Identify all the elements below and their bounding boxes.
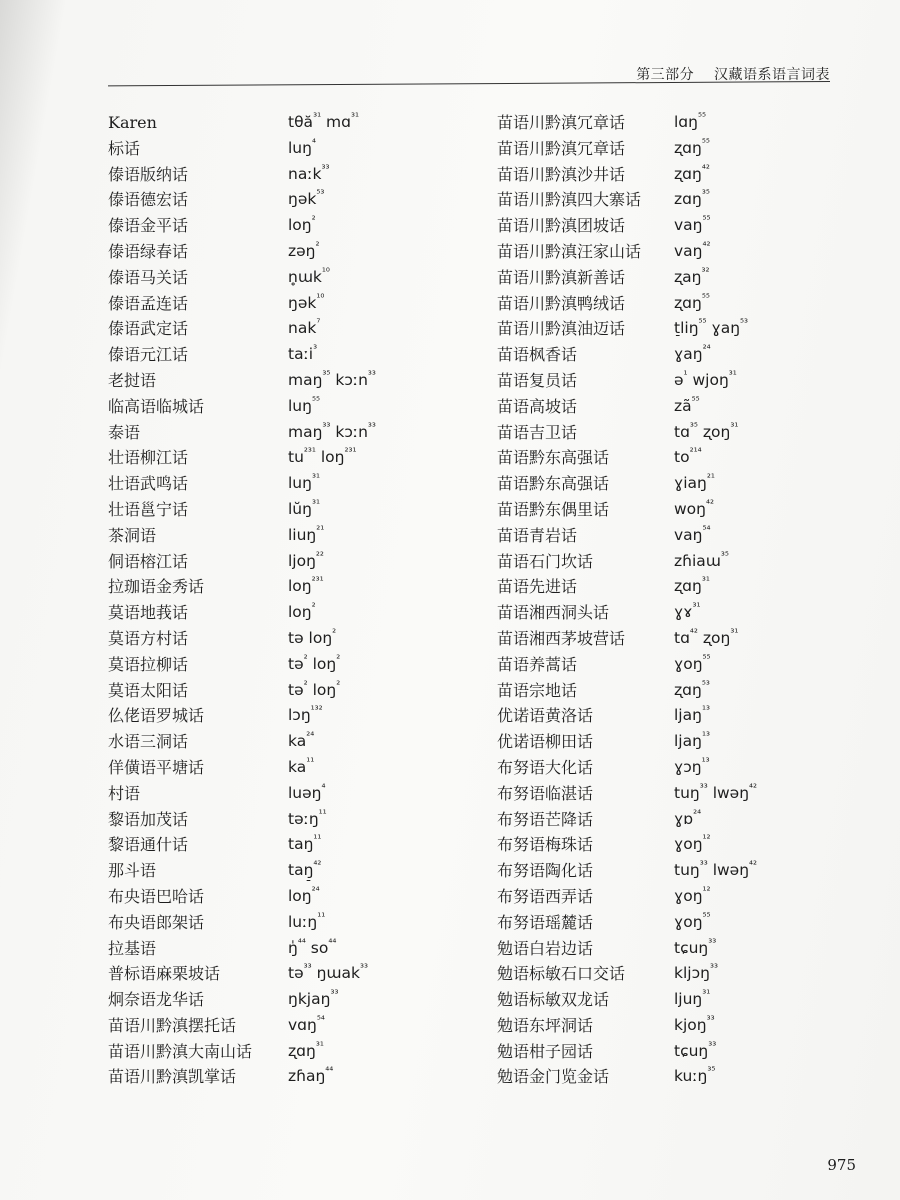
phonetic-form: lŭŋ$^{^{31}}$ <box>288 498 320 518</box>
phonetic-form: luŋ$^{^4}$ <box>288 137 316 157</box>
phonetic-form: kljɔŋ$^{^{33}}$ <box>674 963 718 983</box>
language-name: 苗语高坡话 <box>497 396 578 416</box>
language-name: 苗语湘西洞头话 <box>497 603 610 623</box>
phonetic-form: ʐɑŋ$^{^{31}}$ <box>674 576 710 596</box>
phonetic-form: ɣoŋ$^{^{12}}$ <box>674 885 711 905</box>
language-name: 布努语大化话 <box>497 757 594 777</box>
language-name: 临高语临城话 <box>108 396 205 416</box>
phonetic-form: ljuŋ$^{^{31}}$ <box>674 989 711 1009</box>
header-title: 汉藏语系语言词表 <box>714 67 830 83</box>
phonetic-form: maŋ$^{^{33}}$ kɔːn$^{^{33}}$ <box>288 421 376 441</box>
language-name: 布央语巴哈话 <box>108 886 205 906</box>
language-name: 苗语川黔滇大南山话 <box>108 1041 253 1061</box>
phonetic-form: ŋək$^{^{53}}$ <box>288 189 325 209</box>
language-name: 苗语青岩话 <box>497 525 578 545</box>
phonetic-form: ə$^{^1}$ wjoŋ$^{^{31}}$ <box>674 369 737 389</box>
language-name: 苗语黔东高强话 <box>497 474 610 494</box>
phonetic-form: vɑŋ$^{^{54}}$ <box>288 1014 325 1034</box>
language-name: 拉珈语金秀话 <box>108 577 205 597</box>
language-name: 勉语白岩边话 <box>497 938 594 958</box>
phonetic-form: woŋ$^{^{42}}$ <box>674 498 715 518</box>
language-name: 苗语枫香话 <box>497 345 578 365</box>
language-name: 傣语版纳话 <box>108 164 189 184</box>
phonetic-form: ŋ̍$^{^{44}}$ $so^{^{44}}$ <box>288 937 337 957</box>
phonetic-form: luŋ$^{^{31}}$ <box>288 473 320 493</box>
language-name: 黎语通什话 <box>108 835 189 855</box>
language-name: 茶洞语 <box>108 525 157 545</box>
phonetic-form: vaŋ$^{^{54}}$ <box>674 524 711 544</box>
phonetic-form: ɣɔŋ$^{^{13}}$ <box>674 756 710 776</box>
language-name: 黎语加茂话 <box>108 809 189 829</box>
language-name: 布努语临湛话 <box>497 783 594 803</box>
language-name: 莫语拉柳话 <box>108 654 189 674</box>
phonetic-form: ʐɑŋ$^{^{53}}$ <box>674 679 710 699</box>
language-name: 村语 <box>108 783 141 803</box>
language-name: 布努语西弄话 <box>497 886 594 906</box>
phonetic-form: təːŋ$^{^{11}}$ <box>288 808 327 828</box>
phonetic-form: ɣoŋ$^{^{12}}$ <box>674 834 711 854</box>
language-name: 布努语梅珠话 <box>497 835 594 855</box>
language-name: 壮语邕宁话 <box>108 499 189 519</box>
phonetic-form: liuŋ$^{^{21}}$ <box>288 524 325 544</box>
language-name: 傣语金平话 <box>108 216 189 236</box>
phonetic-form: maŋ$^{^{35}}$ kɔːn$^{^{33}}$ <box>288 369 376 389</box>
phonetic-form: ʐɑŋ$^{^{31}}$ <box>288 1040 324 1060</box>
phonetic-form: $ka^{^{11}}$ <box>288 756 315 776</box>
language-name: 优诺语柳田话 <box>497 732 594 752</box>
language-name: 勉语东坪洞话 <box>497 1015 594 1035</box>
language-name: 苗语养蒿话 <box>497 654 578 674</box>
language-name: 傣语孟连话 <box>108 293 189 313</box>
language-name: 苗语宗地话 <box>497 680 578 700</box>
phonetic-form: naːk$^{^{33}}$ <box>288 163 330 183</box>
phonetic-form: taːi$^{^3}$ <box>288 344 318 364</box>
language-name: 侗语榕江话 <box>108 551 189 571</box>
language-name: 布央语郎架话 <box>108 912 205 932</box>
phonetic-form: ɣɒ$^{^{24}}$ <box>674 808 702 828</box>
language-name: 苗语川黔滇鸭绒话 <box>497 293 626 313</box>
language-name: Karen <box>108 113 157 132</box>
phonetic-form: tə$^{^{33}}$ ŋɯak$^{^{33}}$ <box>288 963 369 983</box>
phonetic-form: ɣaŋ$^{^{24}}$ <box>674 344 711 364</box>
phonetic-form: ɣiaŋ$^{^{21}}$ <box>674 473 715 493</box>
language-name: 拉基语 <box>108 938 157 958</box>
phonetic-form: zɦiaɯ$^{^{35}}$ <box>674 550 729 570</box>
phonetic-form: tɕuŋ$^{^{33}}$ <box>674 1040 717 1060</box>
phonetic-form: tə$^{^2}$ loŋ$^{^2}$ <box>288 679 341 699</box>
phonetic-form: zɦaŋ$^{^{44}}$ <box>288 1066 334 1086</box>
language-name: 仫佬语罗城话 <box>108 706 205 726</box>
phonetic-form: taŋ̠$^{^{42}}$ <box>288 860 322 880</box>
phonetic-form: $ka^{^{24}}$ <box>288 731 315 751</box>
language-name: 壮语武鸣话 <box>108 474 189 494</box>
phonetic-form: luːŋ$^{^{11}}$ <box>288 911 326 931</box>
language-name: 苗语川黔滇团坡话 <box>497 216 626 236</box>
phonetic-form: tɑ$^{^{35}}$ ʐoŋ$^{^{31}}$ <box>674 421 739 441</box>
language-name: 苗语川黔滇四大寨话 <box>497 190 642 210</box>
phonetic-form: ŋkjaŋ$^{^{33}}$ <box>288 989 339 1009</box>
phonetic-form: tɕuŋ$^{^{33}}$ <box>674 937 717 957</box>
phonetic-form: ɣoŋ$^{^{55}}$ <box>674 653 711 673</box>
language-name: 泰语 <box>108 422 141 442</box>
language-name: 苗语川黔滇摆托话 <box>108 1015 237 1035</box>
language-name: 那斗语 <box>108 861 157 881</box>
language-name: 苗语复员话 <box>497 370 578 390</box>
phonetic-form: lɑŋ$^{^{55}}$ <box>674 112 707 131</box>
phonetic-form: luəŋ$^{^4}$ <box>288 782 326 802</box>
language-name: 苗语先进话 <box>497 577 578 597</box>
phonetic-form: kuːŋ$^{^{35}}$ <box>674 1066 716 1086</box>
language-name: 傣语马关话 <box>108 267 189 287</box>
language-name: 壮语柳江话 <box>108 448 189 468</box>
phonetic-form: lɔŋ$^{^{132}}$ <box>288 705 323 725</box>
phonetic-form: nak$^{^7}$ <box>288 318 321 338</box>
phonetic-form: ʐɑŋ$^{^{55}}$ <box>674 137 710 157</box>
phonetic-form: tɑ$^{^{42}}$ ʐoŋ$^{^{31}}$ <box>674 627 739 647</box>
language-name: 莫语地莪话 <box>108 603 189 623</box>
language-name: 苗语川黔滇新善话 <box>497 267 626 287</box>
language-name: 苗语川黔滇汪家山话 <box>497 241 642 261</box>
phonetic-form: zəŋ$^{^2}$ <box>288 240 320 260</box>
language-name: 勉语标敏双龙话 <box>497 990 610 1010</box>
language-name: 标话 <box>108 138 141 158</box>
language-name: 莫语方村话 <box>108 628 189 648</box>
phonetic-form: ɣɤ$^{^{31}}$ <box>674 602 701 622</box>
phonetic-form: n̥ɯk$^{^{10}}$ <box>288 266 330 286</box>
phonetic-form: taŋ$^{^{11}}$ <box>288 834 322 854</box>
language-name: 傣语元江话 <box>108 345 189 365</box>
phonetic-form: tθă$^{^{31}}$ mɑ$^{^{31}}$ <box>288 112 359 131</box>
phonetic-form: loŋ$^{^{231}}$ <box>288 576 324 596</box>
phonetic-form: kjoŋ$^{^{33}}$ <box>674 1014 715 1034</box>
language-name: 布努语瑶麓话 <box>497 912 594 932</box>
phonetic-form: zɑŋ$^{^{35}}$ <box>674 189 710 209</box>
language-name: 苗语川黔滇凯掌话 <box>108 1067 237 1087</box>
language-name: 普标语麻栗坡话 <box>108 964 221 984</box>
language-name: 苗语黔东高强话 <box>497 448 610 468</box>
language-name: 佯僙语平塘话 <box>108 757 205 777</box>
phonetic-form: loŋ$^{^{24}}$ <box>288 885 320 905</box>
phonetic-form: ʐɑŋ$^{^{55}}$ <box>674 292 710 312</box>
phonetic-form: tə$^{^2}$ loŋ$^{^2}$ <box>288 653 341 673</box>
language-name: 傣语绿春话 <box>108 241 189 261</box>
language-name: 优诺语黄洛话 <box>497 706 594 726</box>
phonetic-form: ljoŋ$^{^{22}}$ <box>288 550 324 570</box>
language-name: 苗语黔东偶里话 <box>497 499 610 519</box>
language-name: 水语三洞话 <box>108 732 189 752</box>
phonetic-form: $zã^{^{55}}$ <box>674 395 700 415</box>
phonetic-form: tuŋ$^{^{33}}$ lwəŋ$^{^{42}}$ <box>674 860 758 880</box>
language-name: 布努语芒降话 <box>497 809 594 829</box>
phonetic-form: loŋ$^{^2}$ <box>288 602 316 622</box>
language-name: 布努语陶化话 <box>497 861 594 881</box>
phonetic-form: ʐɑŋ$^{^{42}}$ <box>674 163 710 183</box>
phonetic-form: ŋək$^{^{10}}$ <box>288 292 325 312</box>
header-section: 第三部分 <box>636 67 695 83</box>
language-name: 苗语石门坎话 <box>497 551 594 571</box>
phonetic-form: loŋ$^{^2}$ <box>288 215 316 235</box>
phonetic-form: luŋ$^{^{55}}$ <box>288 395 320 415</box>
phonetic-form: t̠liŋ$^{^{55}}$ ɣaŋ$^{^{53}}$ <box>674 318 749 338</box>
phonetic-form: ʐaŋ$^{^{32}}$ <box>674 266 710 286</box>
language-name: 苗语湘西茅坡营话 <box>497 628 626 648</box>
language-name: 苗语川黔滇冗章话 <box>497 138 626 158</box>
language-name: 苗语川黔滇沙井话 <box>497 164 626 184</box>
language-name: 勉语金门览金话 <box>497 1067 610 1087</box>
phonetic-form: tə loŋ$^{^2}$ <box>288 627 337 647</box>
phonetic-form: ljaŋ$^{^{13}}$ <box>674 731 710 751</box>
phonetic-form: ljaŋ$^{^{13}}$ <box>674 705 710 725</box>
phonetic-form: vaŋ$^{^{42}}$ <box>674 240 711 260</box>
language-name: 勉语标敏石口交话 <box>497 964 626 984</box>
language-name: 傣语武定话 <box>108 319 189 339</box>
language-name: 莫语太阳话 <box>108 680 189 700</box>
phonetic-form: ɣoŋ$^{^{55}}$ <box>674 911 711 931</box>
language-name: 苗语吉卫话 <box>497 422 578 442</box>
language-name: 老挝语 <box>108 370 157 390</box>
phonetic-form: tuŋ$^{^{33}}$ lwəŋ$^{^{42}}$ <box>674 782 758 802</box>
phonetic-form: vaŋ$^{^{55}}$ <box>674 215 711 235</box>
language-name: 傣语德宏话 <box>108 190 189 210</box>
page-number: 975 <box>827 1156 856 1174</box>
phonetic-form: $tu^{^{231}}$ loŋ$^{^{231}}$ <box>288 447 357 467</box>
phonetic-form: $to^{^{214}}$ <box>674 447 702 467</box>
language-name: 苗语川黔滇冗章话 <box>497 113 626 132</box>
language-name: 炯奈语龙华话 <box>108 990 205 1010</box>
language-name: 苗语川黔滇油迈话 <box>497 319 626 339</box>
language-name: 勉语柑子园话 <box>497 1041 594 1061</box>
